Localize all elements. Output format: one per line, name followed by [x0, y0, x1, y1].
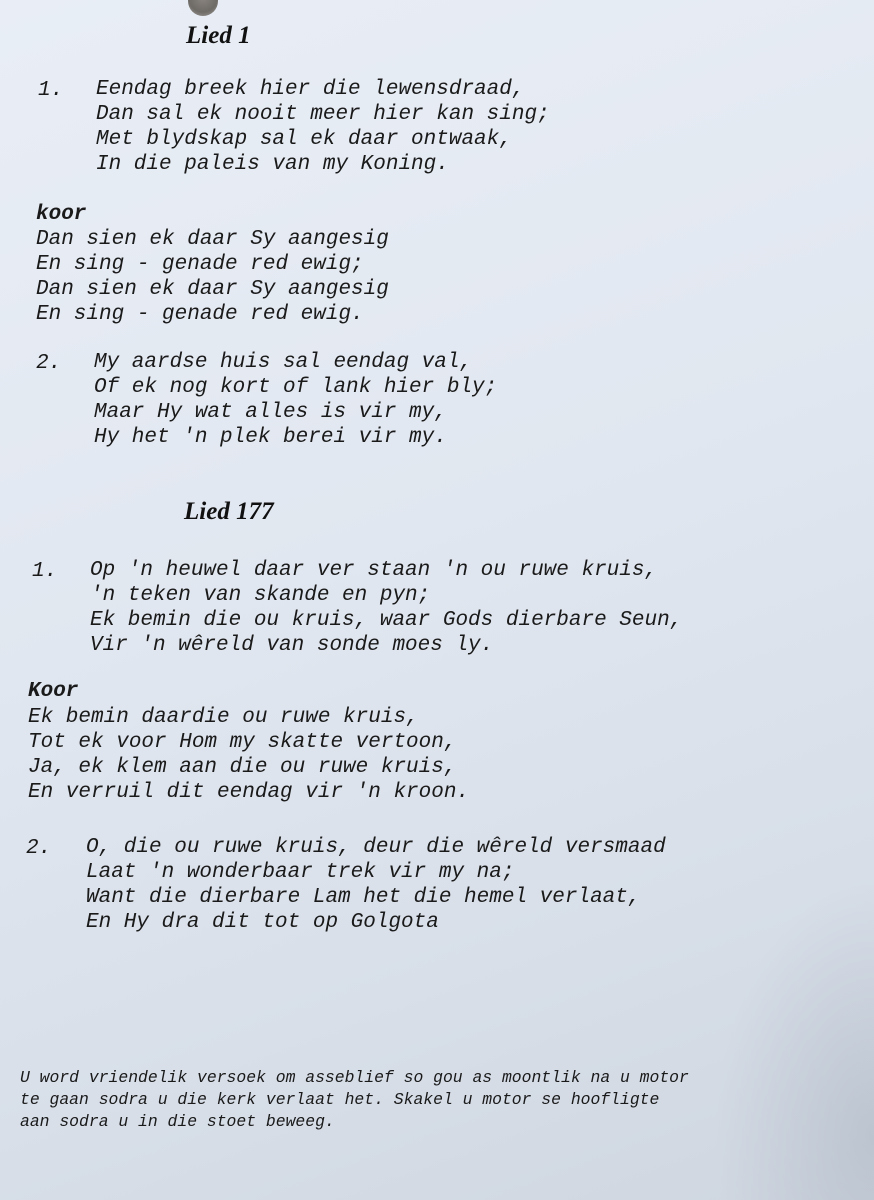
verse-2-lines [86, 835, 666, 935]
chorus-label: koor [36, 203, 87, 226]
verse-number: 2. [36, 352, 62, 375]
song-title-lied-1: Lied 1 [186, 22, 251, 49]
verse-number: 2. [26, 837, 52, 860]
verse-line: My aardse huis sal eendag val, [94, 351, 473, 374]
verse-line: Eendag breek hier die lewensdraad, [96, 78, 525, 101]
chorus-line: En sing - genade red ewig. [36, 303, 364, 326]
verse-line: Hy het 'n plek berei vir my. [94, 426, 447, 449]
verse-line: Of ek nog kort of lank hier bly; [94, 376, 498, 399]
verse-2-lines [94, 350, 497, 450]
chorus-line: Tot ek voor Hom my skatte vertoon, [28, 731, 457, 754]
chorus-line: Ja, ek klem aan die ou ruwe kruis, [28, 756, 457, 779]
verse-1-lines [96, 77, 550, 177]
verse-line: Vir 'n wêreld van sonde moes ly. [90, 634, 494, 657]
verse-number: 1. [38, 79, 64, 102]
chorus-lines [36, 227, 389, 327]
chorus-line: En verruil dit eendag vir 'n kroon. [28, 781, 470, 804]
verse-line: Ek bemin die ou kruis, waar Gods dierbare Seun, [90, 609, 683, 632]
footer-line: te gaan sodra u die kerk verlaat het. Skakel u motor se hoofligte [20, 1090, 660, 1109]
verse-line: Op 'n heuwel daar ver staan 'n ou ruwe kruis, [90, 559, 658, 582]
chorus-line: Dan sien ek daar Sy aangesig [36, 278, 389, 301]
verse-1-lines [90, 558, 682, 658]
chorus-label: Koor [28, 680, 79, 703]
verse-line: Met blydskap sal ek daar ontwaak, [96, 128, 512, 151]
verse-number: 1. [32, 560, 58, 583]
chorus-lines [28, 705, 469, 805]
footer-line: aan sodra u in die stoet beweeg. [20, 1112, 335, 1131]
verse-line: Want die dierbare Lam het die hemel verlaat, [86, 886, 641, 909]
paper-shadow [714, 880, 874, 1200]
verse-line: 'n teken van skande en pyn; [90, 584, 431, 607]
chorus-line: Ek bemin daardie ou ruwe kruis, [28, 706, 419, 729]
verse-line: In die paleis van my Koning. [96, 153, 449, 176]
verse-line: Maar Hy wat alles is vir my, [94, 401, 447, 424]
chorus-line: En sing - genade red ewig; [36, 253, 364, 276]
verse-line: Laat 'n wonderbaar trek vir my na; [86, 861, 515, 884]
verse-line: En Hy dra dit tot op Golgota [86, 911, 439, 934]
verse-line: O, die ou ruwe kruis, deur die wêreld versmaad [86, 836, 666, 859]
chorus-line: Dan sien ek daar Sy aangesig [36, 228, 389, 251]
punch-hole [188, 0, 218, 16]
verse-line: Dan sal ek nooit meer hier kan sing; [96, 103, 550, 126]
footer-line: U word vriendelik versoek om asseblief so gou as moontlik na u motor [20, 1068, 689, 1087]
footer-notice [20, 1067, 854, 1133]
song-title-lied-177: Lied 177 [184, 498, 274, 525]
